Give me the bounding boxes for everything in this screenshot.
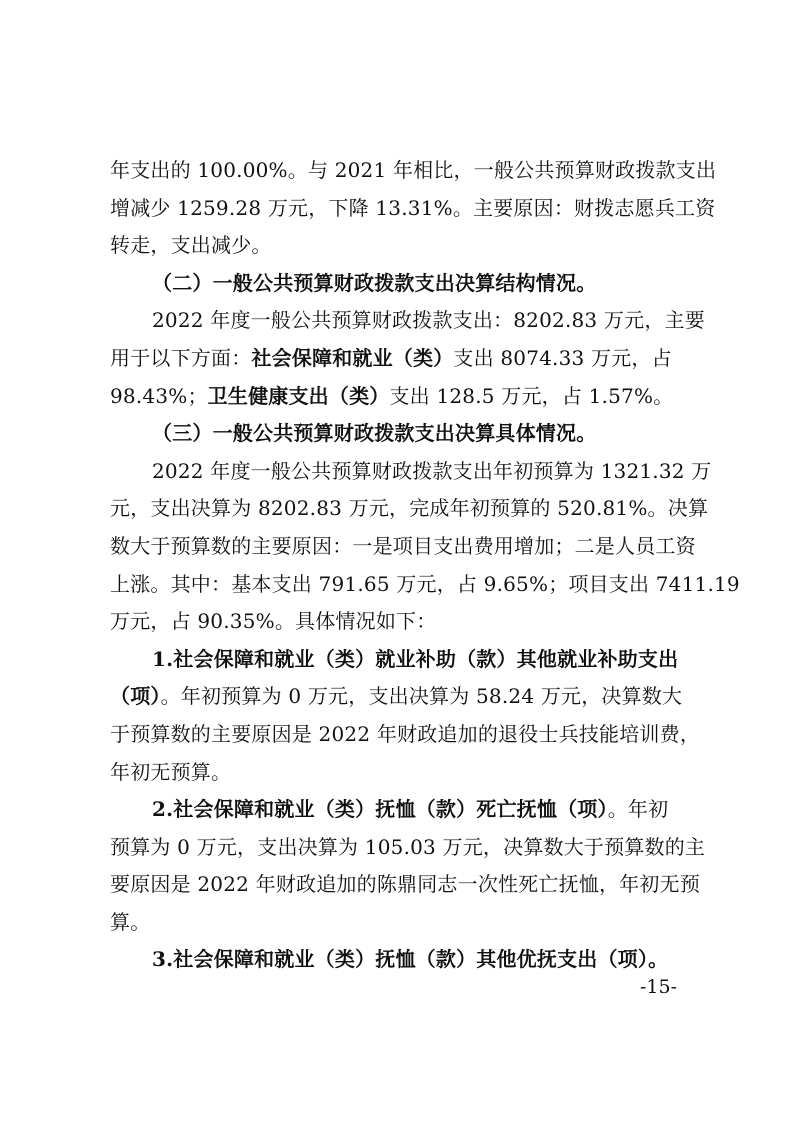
text-run: 数大于预算数的主要原因：一是项目支出费用增加；二是人员工资 xyxy=(110,533,696,558)
text-run: 算。 xyxy=(110,909,151,934)
section-heading xyxy=(110,265,690,303)
text-line xyxy=(110,453,712,491)
text-run: 。年初 xyxy=(607,797,669,822)
text-line xyxy=(110,378,690,416)
text-run: 2022 年度一般公共预算财政拨款支出年初预算为 1321.32 万 xyxy=(152,458,712,483)
text-run: 上涨。其中：基本支出 791.65 万元，占 9.65%；项目支出 7411.19 xyxy=(110,571,740,596)
text-run: 转走，支出减少。 xyxy=(110,233,272,258)
section-heading xyxy=(110,415,690,453)
text-run: 于预算数的主要原因是 2022 年财政追加的退役士兵技能培训费， xyxy=(110,721,701,746)
text-run: 支出 8074.33 万元，占 xyxy=(453,345,672,370)
text-line xyxy=(110,754,690,792)
text-run: 支出 128.5 万元，占 1.57%。 xyxy=(389,383,674,408)
text-line xyxy=(110,152,717,190)
text-line xyxy=(110,190,716,228)
text-line xyxy=(110,528,696,566)
text-run: 98.43%； xyxy=(110,383,208,408)
text-line xyxy=(110,791,690,829)
text-line xyxy=(110,490,709,528)
text-run: 用于以下方面： xyxy=(110,345,252,370)
heading-text: （二）一般公共预算财政拨款支出决算结构情况。 xyxy=(152,270,597,295)
heading-text: 1.社会保障和就业（类）就业补助（款）其他就业补助支出 xyxy=(152,646,679,671)
text-run: 万元，占 90.35%。具体情况如下： xyxy=(110,609,437,634)
bold-run: 卫生健康支出（类） xyxy=(207,383,390,408)
text-run: 年支出的 100.00%。与 2021 年相比，一般公共预算财政拨款支出 xyxy=(110,158,717,182)
text-line xyxy=(110,566,740,604)
text-line xyxy=(110,866,701,904)
text-line xyxy=(110,603,690,641)
text-run: 元，支出决算为 8202.83 万元，完成年初预算的 520.81%。决算 xyxy=(110,496,709,521)
text-line xyxy=(110,829,706,867)
text-line xyxy=(110,302,705,340)
text-run: 预算为 0 万元，支出决算为 105.03 万元，决算数大于预算数的主 xyxy=(110,834,706,859)
text-line xyxy=(110,340,690,378)
heading-text: 3.社会保障和就业（类）抚恤（款）其他优抚支出（项）。 xyxy=(152,947,669,972)
text-line xyxy=(110,678,690,716)
page-number: -15- xyxy=(640,976,678,998)
bold-run: 2.社会保障和就业（类）抚恤（款）死亡抚恤（项） xyxy=(152,797,608,822)
heading-text: （三）一般公共预算财政拨款支出决算具体情况。 xyxy=(152,421,597,446)
text-line xyxy=(110,904,690,942)
bold-run: 社会保障和就业（类） xyxy=(251,345,454,370)
text-run: 年初无预算。 xyxy=(110,759,232,784)
body-text xyxy=(110,152,740,979)
text-run: 2022 年度一般公共预算财政拨款支出：8202.83 万元，主要 xyxy=(152,308,705,333)
item-heading xyxy=(110,941,690,979)
bold-run: （项） xyxy=(110,684,161,709)
text-line xyxy=(110,227,690,265)
item-heading xyxy=(110,641,690,679)
text-run: 。年初预算为 0 万元，支出决算为 58.24 万元，决算数大 xyxy=(160,684,683,709)
text-run: 增减少 1259.28 万元，下降 13.31%。主要原因：财拨志愿兵工资 xyxy=(110,195,716,220)
text-line xyxy=(110,716,701,754)
text-run: 要原因是 2022 年财政追加的陈鼎同志一次性死亡抚恤，年初无预 xyxy=(110,872,701,897)
